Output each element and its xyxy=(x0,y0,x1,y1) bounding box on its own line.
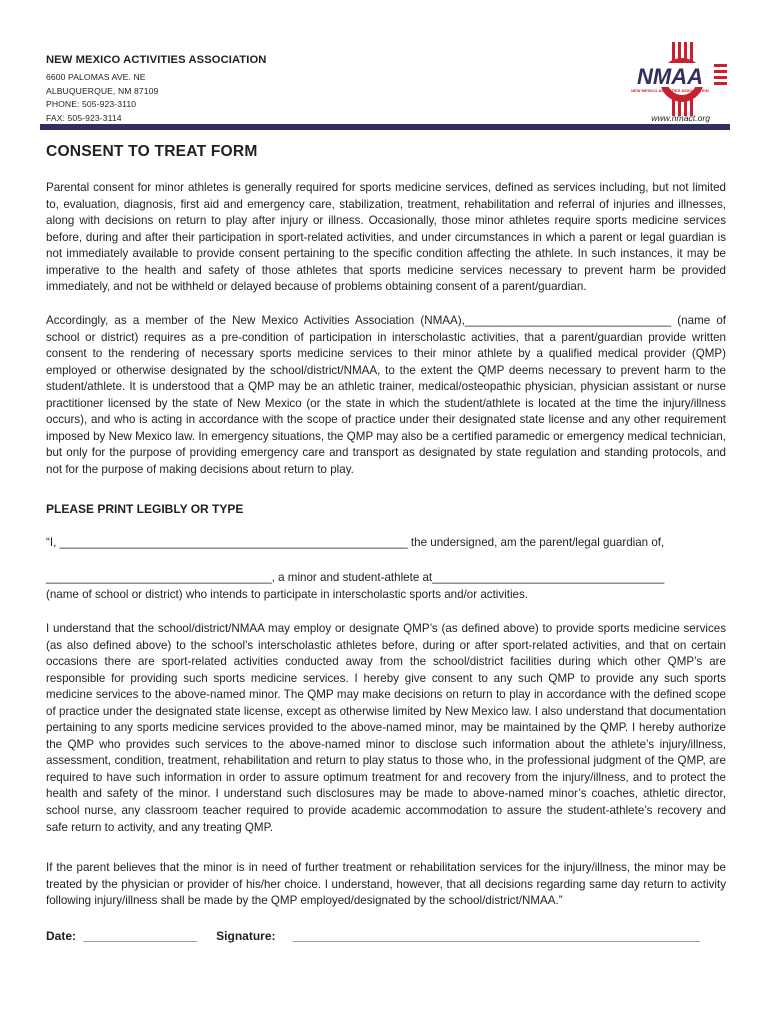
nmaa-logo xyxy=(624,40,728,120)
further-treatment-paragraph: If the parent believes that the minor is in need of further treatment or rehabilitation services for the injury/illness, the minor may be treated by the physician or provider of his/her choice. I understand, however, that all decisions regarding same day return to activity following injury/illness shall be made by the QMP employed/designated by the school/district/NMAA.” xyxy=(46,861,726,908)
form-title: CONSENT TO TREAT FORM xyxy=(46,143,258,160)
intro-paragraph: Parental consent for minor athletes is generally required for sports medicine services, defined as services including, but not limited to, evaluation, diagnosis, first aid and emergency care, stabilization, treatment, rehabilitation and referral of injuries and illnesses, along with decisions on return to play after injury or illness. Occasionally, those minor athletes require sports medicine services before, during and after their participation in sport-related activities, and under circumstances in which a parent or legal guardian is not immediately available to provide consent pertaining to the specific condition affecting the athlete. In such instances, it may be imperative to the health and safety of those athletes that sports medicine services necessary to prevent harm be provided immediately, and not be withheld or delayed because of problems obtaining consent of a parent/guardian. xyxy=(46,181,726,294)
understanding-paragraph: I understand that the school/district/NMAA may employ or designate QMP’s (as defined above) to provide sports medicine services (as also defined above) to the school’s interscholastic athletes before, during or after sport-related activities, and that on certain occasions there are sport-related activities conducted away from the school/district facilities during which other QMP’s are responsible for providing such sports medicine services. I hereby give consent to any such QMP to provide any such sports medicine services to the above-named minor. The QMP may make decisions on return to play in accordance with the defined scope of practice under the designated state license, except as otherwise limited by New Mexico law. I also understand that documentation pertaining to any sports medicine services provided to the above-named minor, may be maintained by the QMP. I hereby authorize the QMP who provides such services to the above-named minor to disclose such information about the athlete’s injury/illness, assessment, condition, treatment, rehabilitation and return to play status to those who, in the professional judgment of the QMP, are required to have such information in order to assure optimum treatment for and recovery from the injury/illness, and to protect the health and safety of the minor. I understand such disclosures may be made to above-named minor’s coaches, athletic director, school nurse, any classroom teacher required to provide academic accommodation to assure the student-athlete’s recovery and safe return to activity, and any treating QMP. xyxy=(46,622,726,834)
signature-row xyxy=(46,929,700,943)
website-url: www.nmact.org xyxy=(651,113,710,123)
date-field[interactable]: _________________ xyxy=(83,929,197,943)
logo-wordmark: NMAA xyxy=(637,64,703,89)
org-info xyxy=(46,54,266,125)
guardian-name-line: “I, ______________________________________________________ the undersigned, am the parent/legal guardian of, xyxy=(46,536,665,549)
school-district-line: (name of school or district) who intends to participate in interscholastic sports and/or activities. xyxy=(46,588,529,601)
signature-label: Signature: xyxy=(216,929,276,943)
accordingly-paragraph: Accordingly, as a member of the New Mexico Activities Association (NMAA),________________________________ (name of school or district) requires as a pre-condition of participation in interscholastic activities, that a parent/guardian provide written consent to the rendering of necessary sports medicine services to their minor athlete by a qualified medical provider (QMP) employed or otherwise designated by the school/district/NMAA, to the extent the QMP deems necessary to prevent harm to the student/athlete. It is understood that a QMP may be an athletic trainer, medical/osteopathic physician, physician assistant or nurse practitioner licensed by the state of New Mexico (or the state in which the student/athlete is located at the time the injury/illness occurs), and who is acting in accordance with the scope of practice under their designated state license and any other requirement imposed by New Mexico law. In emergency situations, the QMP may also be a certified paramedic or emergency medical technician, but only for the purpose of providing emergency care and transport as designated by state regulation and standing protocols, and not for the purpose of making decisions about return to play. xyxy=(46,314,726,476)
logo-subtext: NEW MEXICO ACTIVITIES ASSOCIATION xyxy=(631,88,709,93)
org-fax: FAX: 505-923-3114 xyxy=(46,112,122,123)
date-label: Date: xyxy=(46,929,77,943)
minor-name-line: ___________________________________, a minor and student-athlete at____________________________________ xyxy=(46,571,665,584)
signature-field[interactable]: _____________________________________________________________ xyxy=(292,929,700,943)
org-address-line1: 6600 PALOMAS AVE. NE xyxy=(46,72,146,82)
org-phone: PHONE: 505-923-3110 xyxy=(46,99,137,109)
header-divider xyxy=(40,124,730,130)
print-legibly-heading: PLEASE PRINT LEGIBLY OR TYPE xyxy=(46,502,244,516)
org-address-line2: ALBUQUERQUE, NM 87109 xyxy=(46,85,159,96)
org-name: NEW MEXICO ACTIVITIES ASSOCIATION xyxy=(46,54,267,66)
